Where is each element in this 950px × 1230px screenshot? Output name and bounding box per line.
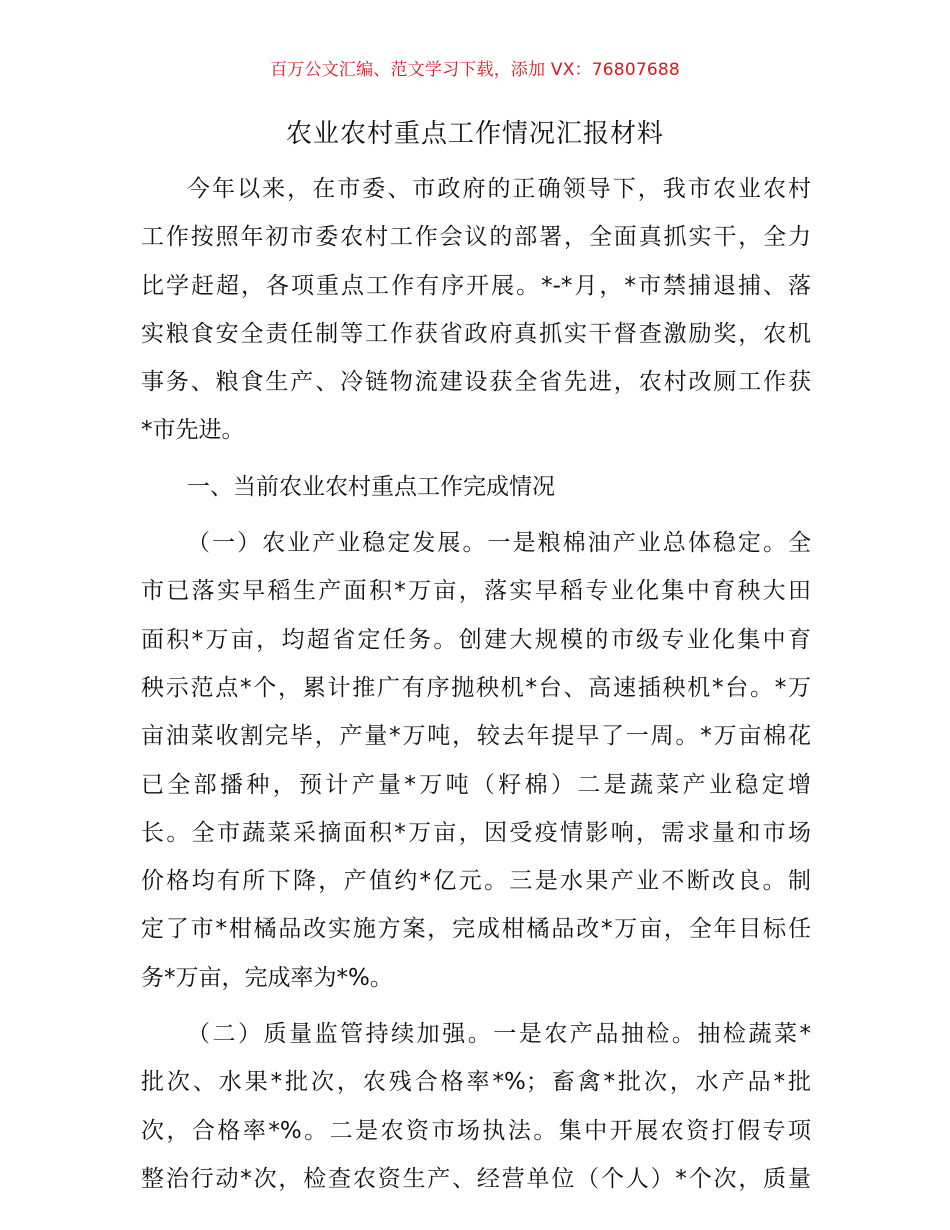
text-line: 次，合格率*%。二是农资市场执法。集中开展农资打假专项 <box>141 1117 811 1144</box>
text-line: （一）农业产业稳定发展。一是粮棉油产业总体稳定。全 <box>187 530 811 557</box>
text-line: 长。全市蔬菜采摘面积*万亩，因受疫情影响，需求量和市场 <box>141 819 811 846</box>
text-line: 整治行动*次，检查农资生产、经营单位（个人）*个次，质量 <box>141 1165 811 1192</box>
text-line: 价格均有所下降，产值约*亿元。三是水果产业不断改良。制 <box>141 868 811 895</box>
document-title: 农业农村重点工作情况汇报材料 <box>285 119 664 149</box>
text-line: 实粮食安全责任制等工作获省政府真抓实干督查激励奖，农机 <box>141 320 811 347</box>
text-line: 今年以来，在市委、市政府的正确领导下，我市农业农村 <box>187 176 811 202</box>
text-line: 务*万亩，完成率为*%。 <box>141 964 393 991</box>
text-line: 定了市*柑橘品改实施方案，完成柑橘品改*万亩，全年目标任 <box>141 916 811 943</box>
text-line: 市已落实早稻生产面积*万亩，落实早稻专业化集中育秧大田 <box>141 578 811 605</box>
paragraph-intro <box>141 165 811 455</box>
text-line: （二）质量监管持续加强。一是农产品抽检。抽检蔬菜* <box>187 1021 811 1048</box>
heading-line: 一、当前农业农村重点工作完成情况 <box>187 473 555 500</box>
text-line: 事务、粮食生产、冷链物流建设获全省先进，农村改厕工作获 <box>141 369 811 396</box>
text-line: 面积*万亩，均超省定任务。创建大规模的市级专业化集中育 <box>141 626 811 653</box>
text-line: 已全部播种，预计产量*万吨（籽棉）二是蔬菜产业稳定增 <box>141 771 811 798</box>
text-line: 秧示范点*个，累计推广有序抛秧机*台、高速插秧机*台。*万 <box>141 674 811 701</box>
section-heading <box>141 463 811 511</box>
paragraph-quality <box>141 1010 811 1203</box>
document-body <box>141 165 811 1203</box>
watermark-banner: 百万公文汇编、范文学习下载，添加 VX：76807688 <box>270 60 680 80</box>
text-line: 批次、水果*批次，农残合格率*%；畜禽*批次，水产品*批 <box>141 1069 811 1096</box>
text-line: 工作按照年初市委农村工作会议的部署，全面真抓实干，全力 <box>141 224 811 251</box>
text-line: *市先进。 <box>141 417 245 444</box>
text-line: 比学赶超，各项重点工作有序开展。*-*月，*市禁捕退捕、落 <box>141 272 811 299</box>
text-line: 亩油菜收割完毕，产量*万吨，较去年提早了一周。*万亩棉花 <box>141 723 811 750</box>
paragraph-agriculture <box>141 519 811 1002</box>
